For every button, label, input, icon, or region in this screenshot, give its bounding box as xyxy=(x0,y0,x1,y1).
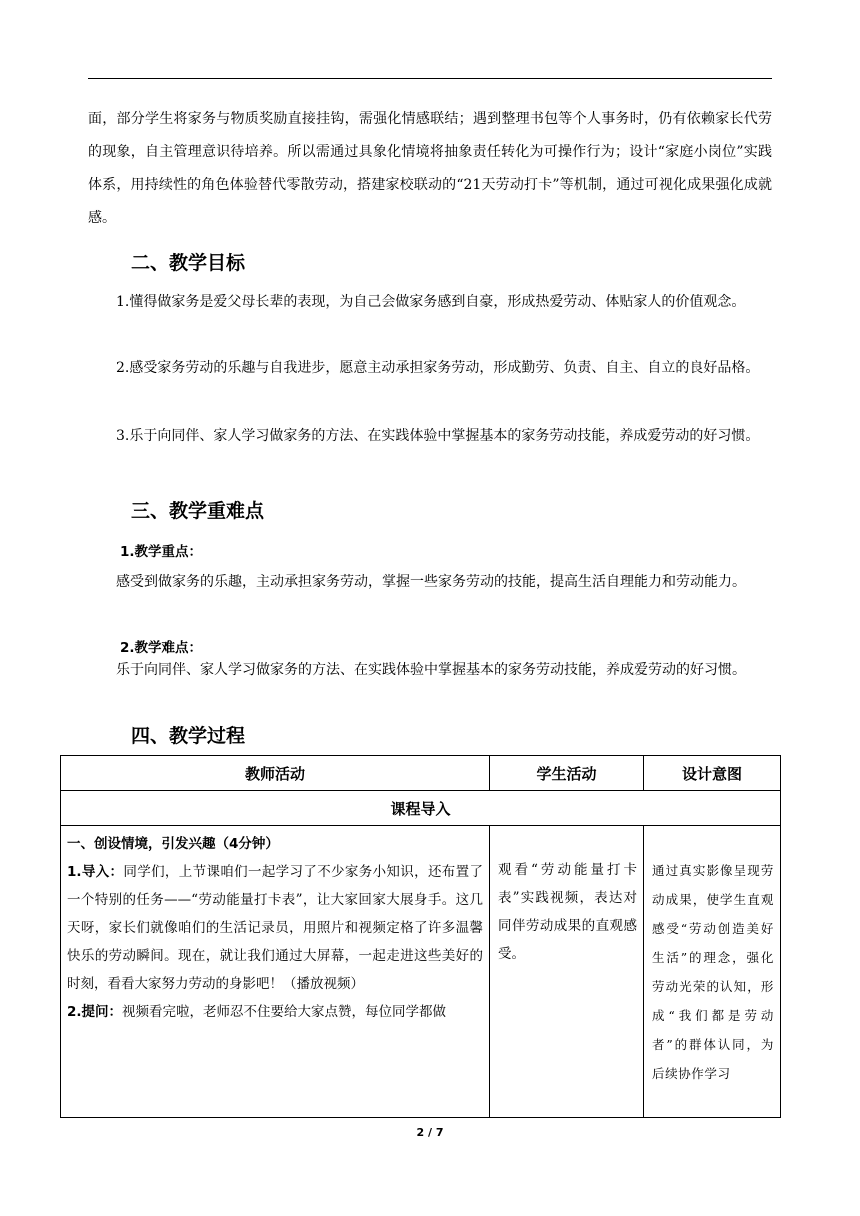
section-label-course-intro: 课程导入 xyxy=(61,791,781,826)
step-title: 一、创设情境，引发兴趣（4分钟） xyxy=(67,836,279,852)
intro-paragraph: 面，部分学生将家务与物质奖励直接挂钩，需强化情感联结；遇到整理书包等个人事务时，仍有依赖家长代劳的现象，自主管理意识待培养。所以需通过具象化情境将抽象责任转化为可操作行为；设计“家庭小岗位”实践体系，用持续性的角色体验替代零散劳动，搭建家校联动的“21天劳动打卡”等机制，通过可视化成果强化成就感。 xyxy=(88,111,772,226)
objective-item-2: 2.感受家务劳动的乐趣与自我进步，愿意主动承担家务劳动，形成勤劳、负责、自主、自立的良好品格。 xyxy=(116,360,760,376)
objective-item-1: 1.懂得做家务是爱父母长辈的表现，为自己会做家务感到自豪，形成热爱劳动、体贴家人的价值观念。 xyxy=(116,294,746,310)
table-header-row xyxy=(61,756,781,791)
question-label: 2.提问： xyxy=(67,1004,123,1020)
difficult-point-text: 乐于向同伴、家人学习做家务的方法、在实践体验中掌握基本的家务劳动技能，养成爱劳动的好习惯。 xyxy=(116,662,746,678)
section-title-process: 四、教学过程 xyxy=(131,725,246,747)
student-activity-cell: 观看“劳动能量打卡表”实践视频，表达对同伴劳动成果的直观感受。 xyxy=(490,826,644,1118)
teacher-activity-cell xyxy=(61,826,490,1118)
section-title-key-points: 三、教学重难点 xyxy=(131,500,265,522)
intro-label: 1.导入： xyxy=(67,864,124,880)
key-point-label: 1.教学重点： xyxy=(120,544,203,560)
intro-text: 同学们，上节课咱们一起学习了不少家务小知识，还布置了一个特别的任务——“劳动能量打卡表”，让大家回家大展身手。这几天呀，家长们就像咱们的生活记录员，用照片和视频定格了许多温馨快乐的劳动瞬间。现在，就让我们通过大屏幕，一起走进这些美好的时刻，看看大家努力劳动的身影吧！（播放视频） xyxy=(67,864,483,992)
question-block xyxy=(67,998,483,1026)
header-student-activity: 学生活动 xyxy=(490,756,644,791)
header-design-intent: 设计意图 xyxy=(644,756,781,791)
intro-block xyxy=(67,858,483,998)
design-intent-cell: 通过真实影像呈现劳动成果，使学生直观感受“劳动创造美好生活”的理念，强化劳动光荣的认知，形成“我们都是劳动者”的群体认同，为后续协作学习 xyxy=(644,826,781,1118)
header-rule xyxy=(88,78,772,79)
difficult-point-label: 2.教学难点： xyxy=(120,640,203,656)
table-section-row xyxy=(61,791,781,826)
question-text: 视频看完啦，老师忍不住要给大家点赞，每位同学都做 xyxy=(122,1004,447,1020)
table-row xyxy=(61,826,781,1118)
objective-item-3: 3.乐于向同伴、家人学习做家务的方法、在实践体验中掌握基本的家务劳动技能，养成爱劳动的好习惯。 xyxy=(116,428,760,444)
key-point-text: 感受到做家务的乐趣，主动承担家务劳动，掌握一些家务劳动的技能，提高生活自理能力和劳动能力。 xyxy=(116,574,746,590)
header-teacher-activity: 教师活动 xyxy=(61,756,490,791)
section-title-objectives: 二、教学目标 xyxy=(131,252,246,274)
teaching-process-table xyxy=(60,755,781,1118)
page-number: 2 / 7 xyxy=(416,1126,444,1139)
